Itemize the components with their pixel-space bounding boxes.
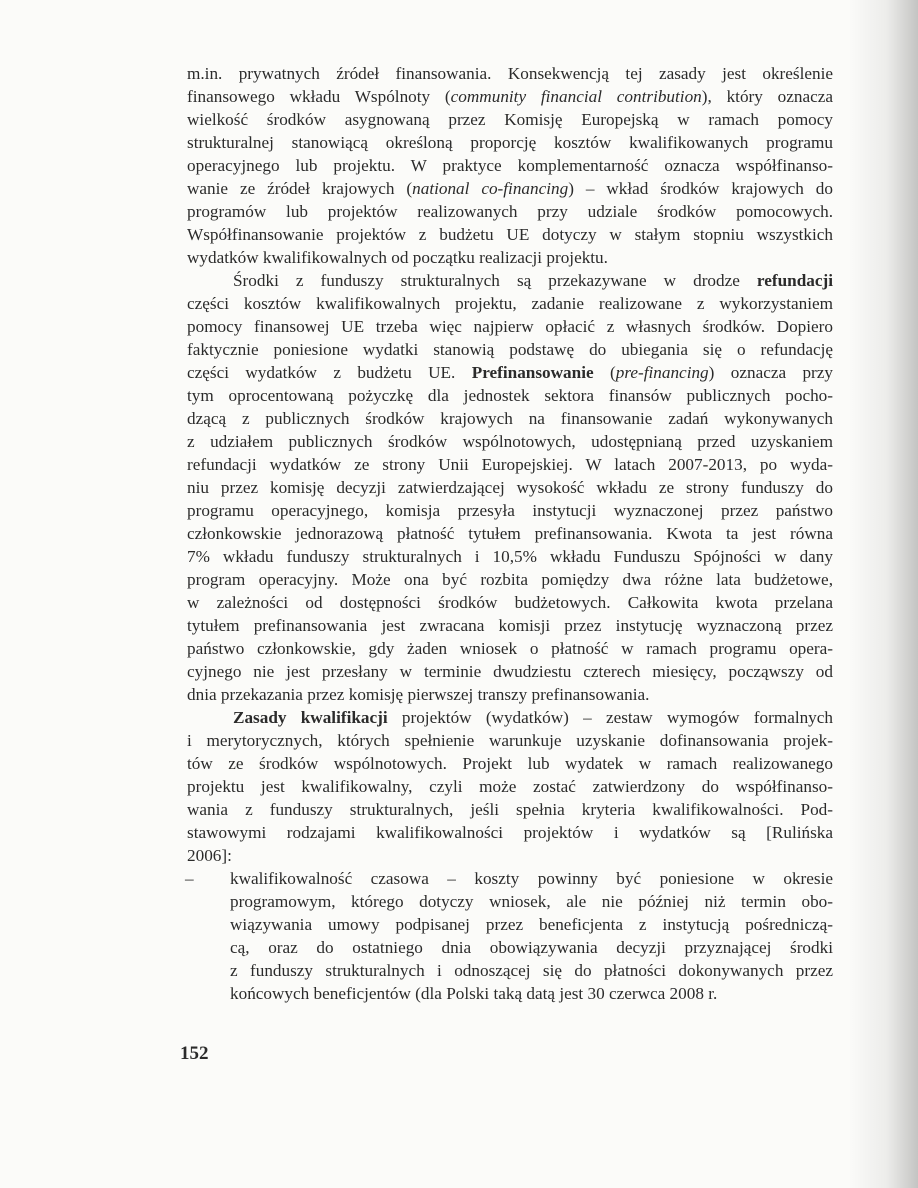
text-line	[187, 223, 833, 246]
text-run: tym oprocentowaną pożyczkę dla jednostek sektora finansów publicznych pocho-	[187, 386, 833, 405]
bullet-item-time-eligibility	[187, 867, 833, 1005]
text-run: refundacji wydatków ze strony Unii Europejskiej. W latach 2007-2013, po wyda-	[187, 455, 833, 474]
page-number: 152	[180, 1043, 209, 1064]
paragraph-eligibility	[187, 706, 833, 867]
text-run: finansowego wkładu Wspólnoty (	[187, 87, 451, 106]
text-run: 2006]:	[187, 846, 232, 865]
text-line	[187, 131, 833, 154]
text-line	[187, 292, 833, 315]
text-run: tów ze środków wspólnotowych. Projekt lub wydatek w ramach realizowanego	[187, 754, 833, 773]
text-run: końcowych beneficjentów (dla Polski taką datą jest 30 czerwca 2008 r.	[230, 984, 718, 1003]
text-run: faktycznie poniesione wydatki stanowią podstawę do ubiegania się o refundację	[187, 340, 833, 359]
text-line	[230, 913, 833, 936]
text-run: w zależności od dostępności środków budżetowych. Całkowita kwota przelana	[187, 593, 833, 612]
text-run: członkowskie jednorazową płatność tytułem prefinansowania. Kwota ta jest równa	[187, 524, 833, 543]
text-run: operacyjnego lub projektu. W praktyce komplementarność oznacza współfinanso-	[187, 156, 833, 175]
text-line	[187, 62, 833, 85]
text-run: program operacyjny. Może ona być rozbita pomiędzy dwa różne lata budżetowe,	[187, 570, 833, 589]
text-run: cą, oraz do ostatniego dnia obowiązywania decyzji przyznającej środki	[230, 938, 833, 957]
page-edge-shadow	[848, 0, 918, 1188]
text-run: państwo członkowskie, gdy żaden wniosek o płatność w ramach programu opera-	[187, 639, 833, 658]
text-line	[187, 154, 833, 177]
page-body	[187, 62, 833, 1005]
text-line	[187, 568, 833, 591]
text-line	[187, 545, 833, 568]
text-run: ), który oznacza	[701, 87, 833, 106]
text-line	[187, 614, 833, 637]
text-line	[187, 246, 833, 269]
text-line	[187, 729, 833, 752]
text-line	[230, 959, 833, 982]
paragraph-intro	[187, 62, 833, 269]
text-line	[187, 706, 833, 729]
text-run: (	[593, 363, 616, 382]
text-line	[187, 361, 833, 384]
text-run: projektu jest kwalifikowalny, czyli może zostać zatwierdzony do współfinanso-	[187, 777, 833, 796]
text-run: projektów (wydatków) – zestaw wymogów formalnych	[387, 708, 834, 727]
text-run: wanie ze źródeł krajowych (	[187, 179, 413, 198]
text-line	[187, 499, 833, 522]
text-line	[187, 384, 833, 407]
text-line	[187, 453, 833, 476]
text-run: Współfinansowanie projektów z budżetu UE dotyczy w stałym stopniu wszystkich	[187, 225, 833, 244]
bullet-text	[187, 867, 833, 1005]
text-run: niu przez komisję decyzji zatwierdzającej wysokość wkładu ze strony funduszy do	[187, 478, 833, 497]
text-line	[187, 660, 833, 683]
text-run: z funduszy strukturalnych i odnoszącej się do płatności dokonywanych przez	[230, 961, 833, 980]
text-line	[187, 844, 833, 867]
text-line	[187, 177, 833, 200]
text-run: kwalifikowalność czasowa – koszty powinny być poniesione w okresie	[230, 869, 833, 888]
text-line	[187, 85, 833, 108]
text-run: wydatków kwalifikowalnych od początku realizacji projektu.	[187, 248, 608, 267]
text-run: cyjnego nie jest przesłany w terminie dwudziestu czterech miesięcy, począwszy od	[187, 662, 833, 681]
text-run: strukturalnej stanowiącą określoną proporcję kosztów kwalifikowanych programu	[187, 133, 833, 152]
text-run: dnia przekazania przez komisję pierwszej transzy prefinansowania.	[187, 685, 650, 704]
text-run: z udziałem publicznych środków wspólnotowych, udostępnianą przed uzyskaniem	[187, 432, 833, 451]
text-line	[187, 522, 833, 545]
text-line	[230, 982, 833, 1005]
text-run: pre-financing	[615, 363, 709, 382]
text-run: i merytorycznych, których spełnienie warunkuje uzyskanie dofinansowania projek-	[187, 731, 833, 750]
text-line	[187, 269, 833, 292]
text-line	[187, 476, 833, 499]
text-run: tytułem prefinansowania jest zwracana komisji przez instytucję wyznaczoną przez	[187, 616, 833, 635]
text-line	[187, 775, 833, 798]
text-line	[187, 315, 833, 338]
text-run: części wydatków z budżetu UE.	[187, 363, 472, 382]
text-run: national co-financing	[412, 179, 569, 198]
text-run: wania z funduszy strukturalnych, jeśli spełnia kryteria kwalifikowalności. Pod-	[187, 800, 833, 819]
text-line	[187, 200, 833, 223]
text-line	[230, 936, 833, 959]
text-run: m.in. prywatnych źródeł finansowania. Konsekwencją tej zasady jest określenie	[187, 64, 833, 83]
text-run: pomocy finansowej UE trzeba więc najpierw opłacić z własnych środków. Dopiero	[187, 317, 833, 336]
text-run: programów lub projektów realizowanych przy udziale środków pomocowych.	[187, 202, 833, 221]
text-line	[187, 430, 833, 453]
text-run: Środki z funduszy strukturalnych są przekazywane w drodze	[233, 271, 757, 290]
text-line	[187, 798, 833, 821]
text-run: Prefinansowanie	[471, 363, 594, 382]
text-line	[187, 821, 833, 844]
text-run: community financial contribution	[450, 87, 702, 106]
bullet-dash: –	[185, 869, 194, 888]
text-run: wielkość środków asygnowaną przez Komisję Europejską w ramach pomocy	[187, 110, 833, 129]
text-run: refundacji	[756, 271, 833, 290]
text-run: programowym, którego dotyczy wniosek, ale nie później niż termin obo-	[230, 892, 833, 911]
text-run: Zasady kwalifikacji	[233, 708, 388, 727]
text-line	[187, 338, 833, 361]
text-run: dzącą z publicznych środków krajowych na finansowanie zadań wykonywanych	[187, 409, 833, 428]
text-line	[230, 890, 833, 913]
text-line	[187, 407, 833, 430]
text-run: ) – wkład środków krajowych do	[568, 179, 833, 198]
text-run: części kosztów kwalifikowalnych projektu, zadanie realizowane z wykorzystaniem	[187, 294, 833, 313]
text-line	[187, 637, 833, 660]
text-run: wiązywania umowy podpisanej przez beneficjenta z instytucją pośredniczą-	[230, 915, 833, 934]
text-line	[230, 867, 833, 890]
text-line	[187, 752, 833, 775]
text-line	[187, 108, 833, 131]
text-run: programu operacyjnego, komisja przesyła instytucji wyznaczonej przez państwo	[187, 501, 833, 520]
text-run: 7% wkładu funduszy strukturalnych i 10,5% wkładu Funduszu Spójności w dany	[187, 547, 833, 566]
paragraph-refunds	[187, 269, 833, 706]
text-line	[187, 683, 833, 706]
text-line	[187, 591, 833, 614]
text-run: ) oznacza przy	[708, 363, 833, 382]
text-run: stawowymi rodzajami kwalifikowalności projektów i wydatków są [Rulińska	[187, 823, 833, 842]
